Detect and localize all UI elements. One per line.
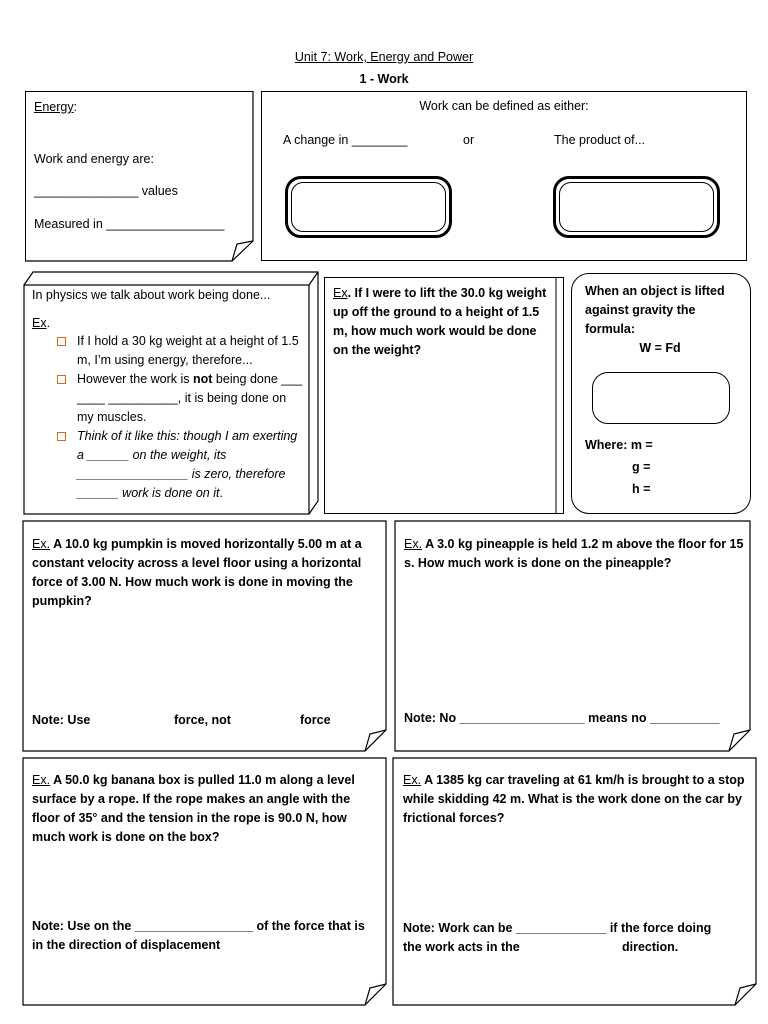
- answer-box-change[interactable]: [285, 176, 452, 238]
- energy-line-3: Measured in _________________: [34, 217, 225, 231]
- pumpkin-note-c: force: [300, 713, 331, 727]
- car-note-c: direction.: [622, 940, 679, 954]
- work-definition-right: The product of...: [554, 133, 646, 147]
- gravity-text: When an object is lifted against gravity the formula:: [585, 284, 725, 336]
- energy-line-1: Work and energy are:: [34, 152, 154, 166]
- work-definition-left: A change in ________: [283, 133, 408, 147]
- page-title: Unit 7: Work, Energy and Power: [294, 50, 474, 64]
- work-definition-or: or: [463, 133, 475, 147]
- work-definition-heading: Work can be defined as either:: [419, 99, 589, 113]
- car-note-b: the work acts in the: [403, 940, 520, 954]
- banana-note: Note: Use on the _________________ of the force that is in the direction of displacement: [32, 919, 365, 952]
- energy-heading: Energy:: [34, 100, 78, 114]
- pumpkin-note-b: force, not: [174, 713, 231, 727]
- physics-intro: In physics we talk about work being done...: [32, 288, 271, 302]
- car-example-text: Ex. A 1385 kg car traveling at 61 km/h is brought to a stop while skidding 42 m. What is the work done on the car by frictional forces?: [403, 773, 745, 825]
- gravity-g: g =: [632, 460, 651, 474]
- physics-bullet-1: If I hold a 30 kg weight at a height of 1.5 m, I’m using energy, therefore...: [77, 334, 299, 367]
- lift-example-text: Ex. If I were to lift the 30.0 kg weight up off the ground to a height of 1.5 m, how much work would be done on the weight?: [333, 286, 547, 357]
- checkbox-bullet-icon: [57, 432, 66, 441]
- answer-box-product[interactable]: [553, 176, 720, 238]
- car-note-a: Note: Work can be _____________ if the force doing: [403, 921, 712, 935]
- physics-ex-label: Ex.: [32, 316, 51, 330]
- pineapple-example-text: Ex. A 3.0 kg pineapple is held 1.2 m above the floor for 15 s. How much work is done on the pineapple?: [404, 537, 744, 570]
- gravity-where-m: Where: m =: [585, 438, 653, 452]
- gravity-answer-box[interactable]: [592, 372, 730, 424]
- banana-example-text: Ex. A 50.0 kg banana box is pulled 11.0 m along a level surface by a rope. If the rope makes an angle with the floor of 35° and the tension in the rope is 90.0 N, how much work is done on the box?: [32, 773, 355, 844]
- pumpkin-note-a: Note: Use: [32, 713, 91, 727]
- gravity-h: h =: [632, 482, 651, 496]
- energy-line-2: _______________ values: [34, 184, 178, 198]
- gravity-formula: W = Fd: [639, 341, 681, 355]
- checkbox-bullet-icon: [57, 375, 66, 384]
- checkbox-bullet-icon: [57, 337, 66, 346]
- physics-bullet-3: Think of it like this: though I am exerting a ______ on the weight, its ________________ is zero, therefore ______ work is done on it.: [77, 429, 298, 500]
- page-subtitle: 1 - Work: [359, 72, 409, 86]
- pumpkin-example-text: Ex. A 10.0 kg pumpkin is moved horizontally 5.00 m at a constant velocity across a level floor using a horizontal force of 3.00 N. How much work is done in moving the pumpkin?: [32, 537, 362, 608]
- physics-bullet-2: However the work is not being done ___ ____ __________, it is being done on my muscles.: [77, 372, 303, 424]
- pineapple-note: Note: No __________________ means no __________: [404, 711, 720, 725]
